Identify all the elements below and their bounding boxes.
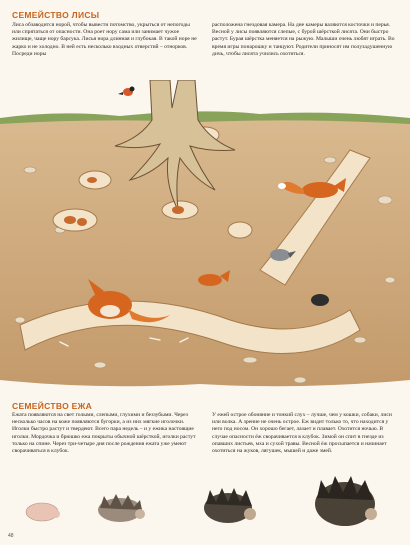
fox-section-heading: СЕМЕЙСТВО ЛИСЫ	[12, 10, 100, 20]
hedgehog-text-column-2	[212, 412, 398, 455]
page-number: 48	[8, 533, 14, 539]
hedgehog-growth-illustration	[0, 470, 410, 535]
hedgehog-text-column-1	[12, 412, 198, 455]
fox-paragraph-2: расположена гнездовая камера. На дне камеры валяются косточки и перья. Весной у лисы появляются слепые, с бурой шёрсткой лисята. Они быстро растут. Бурая шёрстка меняется на рыжую. Малыши очень любят играть. Во время игры понарошку и танцуют. Родители приносят им полузадушенную дичь, чтобы лисята учились охотиться.	[212, 22, 395, 57]
newborn-hedgehog	[26, 503, 60, 521]
fox-text-column-2	[212, 22, 398, 58]
hedgehog-paragraph-1: Ежата появляются на свет голыми, слепыми, глухими и беззубыми. Через несколько часов на коже появляются бугорки, а из них мягкие иголочки. Иголки быстро растут и твердеют. Всего пара недель – и у ежика настоящие иголки. Мордочка и брюшко ежа покрыты обычной шёрсткой, иголки растут только на спине. Через три-четыре дня после рождения ежата уже умеют сворачиваться в клубок.	[12, 412, 196, 455]
fox-text-column-1	[12, 22, 198, 58]
bullfinch-bird	[118, 87, 135, 97]
adult-hedgehog	[315, 476, 377, 526]
mole	[311, 294, 329, 306]
older-hedgehog	[204, 488, 256, 523]
young-hedgehog	[98, 494, 145, 522]
hedgehog-section-heading: СЕМЕЙСТВО ЕЖА	[12, 401, 93, 411]
fox-paragraph-1: Лиса обзаводится норой, чтобы вывести потомство, укрыться от непогоды или спрятаться от опасности. Она роет нору сама или занимает чужое жилище, чаще нору барсука. Лисья нора длинная и глубокая. В такой норе не жарко и не холодно. В ней есть несколько входных отверстий – отнорков. Посреди норы	[12, 22, 197, 57]
fox-den-illustration	[0, 80, 410, 395]
hedgehog-paragraph-2: У ежей острое обоняние и тонкий слух – лучше, чем у кошки, собаки, лиси или волка. А зрение не очень острое. Еж видит только то, что находится у него под носом. Он хорошо бегает, лазает и плавает. Охотится ночью. В случае опасности ёж сворачивается в клубок. Зимой он спит в гнезде из опавших листьев, мха и сухой травы. Весной ёж просыпается и начинает охотиться на жуков, лягушек, мышей и даже змей.	[212, 412, 392, 455]
